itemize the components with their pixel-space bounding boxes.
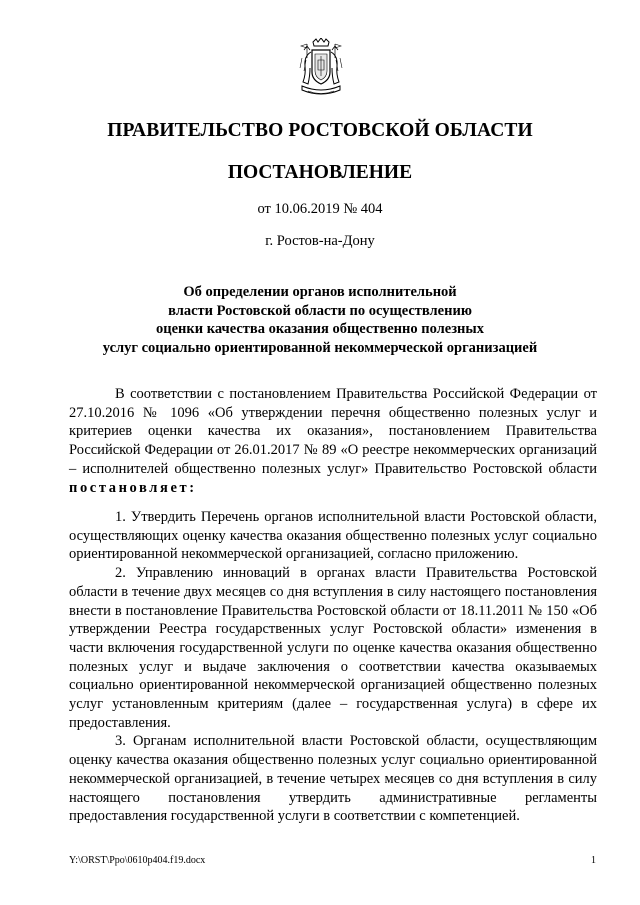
coat-of-arms-icon [298,38,344,100]
document-city: г. Ростов-на-Дону [265,233,375,249]
footer-page-number: 1 [591,855,596,866]
decree-word: постановляет: [69,479,197,496]
government-title: ПРАВИТЕЛЬСТВО РОСТОВСКОЙ ОБЛАСТИ [107,120,533,141]
preamble-text: В соответствии с постановлением Правительства Российской Федерации от 27.10.2016 № 1096 «Об утверждении перечня общественно полезных услуг и критериев оценки качества их оказания», постановлением Правительства Российской Федерации от 26.01.2017 № 89 «О реестре некоммерческих организаций – исполнителей общественно полезных услуг» Правительство Ростовской области [69,386,597,477]
decree-item: 2. Управлению инноваций в органах власти Правительства Ростовской области в течение двух месяцев со дня вступления в силу настоящего постановления внести в постановление Правительства Ростовской области от 18.11.2011 № 150 «Об утверждении Реестра государственных услуг Ростовской области» изменения в части включения государственной услуги по оценке качества оказания общественно полезных услуг и выдаче заключения о соответствии качества оказываемых социально ориентированной некоммерческой организацией общественно полезных услуг установленным критериям (далее – государственная услуга) в сфере их предоставления. [69,565,597,731]
subject-line: услуг социально ориентированной некоммерческой организацией [102,339,538,356]
document-type-title: ПОСТАНОВЛЕНИЕ [227,162,413,183]
subject-line: власти Ростовской области по осуществлению [168,302,472,319]
subject-line: оценки качества оказания общественно полезных [156,321,484,337]
document-subject [0,283,640,357]
decree-items [69,508,597,826]
document-date-number: от 10.06.2019 № 404 [257,201,383,217]
footer-file-path: Y:\ORST\Ppo\0610p404.f19.docx [69,855,206,866]
decree-item: 3. Органам исполнительной власти Ростовской области, осуществляющим оценку качества оказания общественно полезных услуг социально ориентированной некоммерческой организацией, в течение четырех месяцев со дня вступления в силу настоящего постановления утвердить административные регламенты предоставления государственной услуги в соответствии с компетенцией. [69,733,597,825]
preamble-paragraph [69,385,597,497]
subject-line: Об определении органов исполнительной [183,284,457,300]
decree-item: 1. Утвердить Перечень органов исполнительной власти Ростовской области, осуществляющих оценку качества оказания общественно полезных услуг социально ориентированной некоммерческой организацией, согласно приложению. [69,509,597,563]
